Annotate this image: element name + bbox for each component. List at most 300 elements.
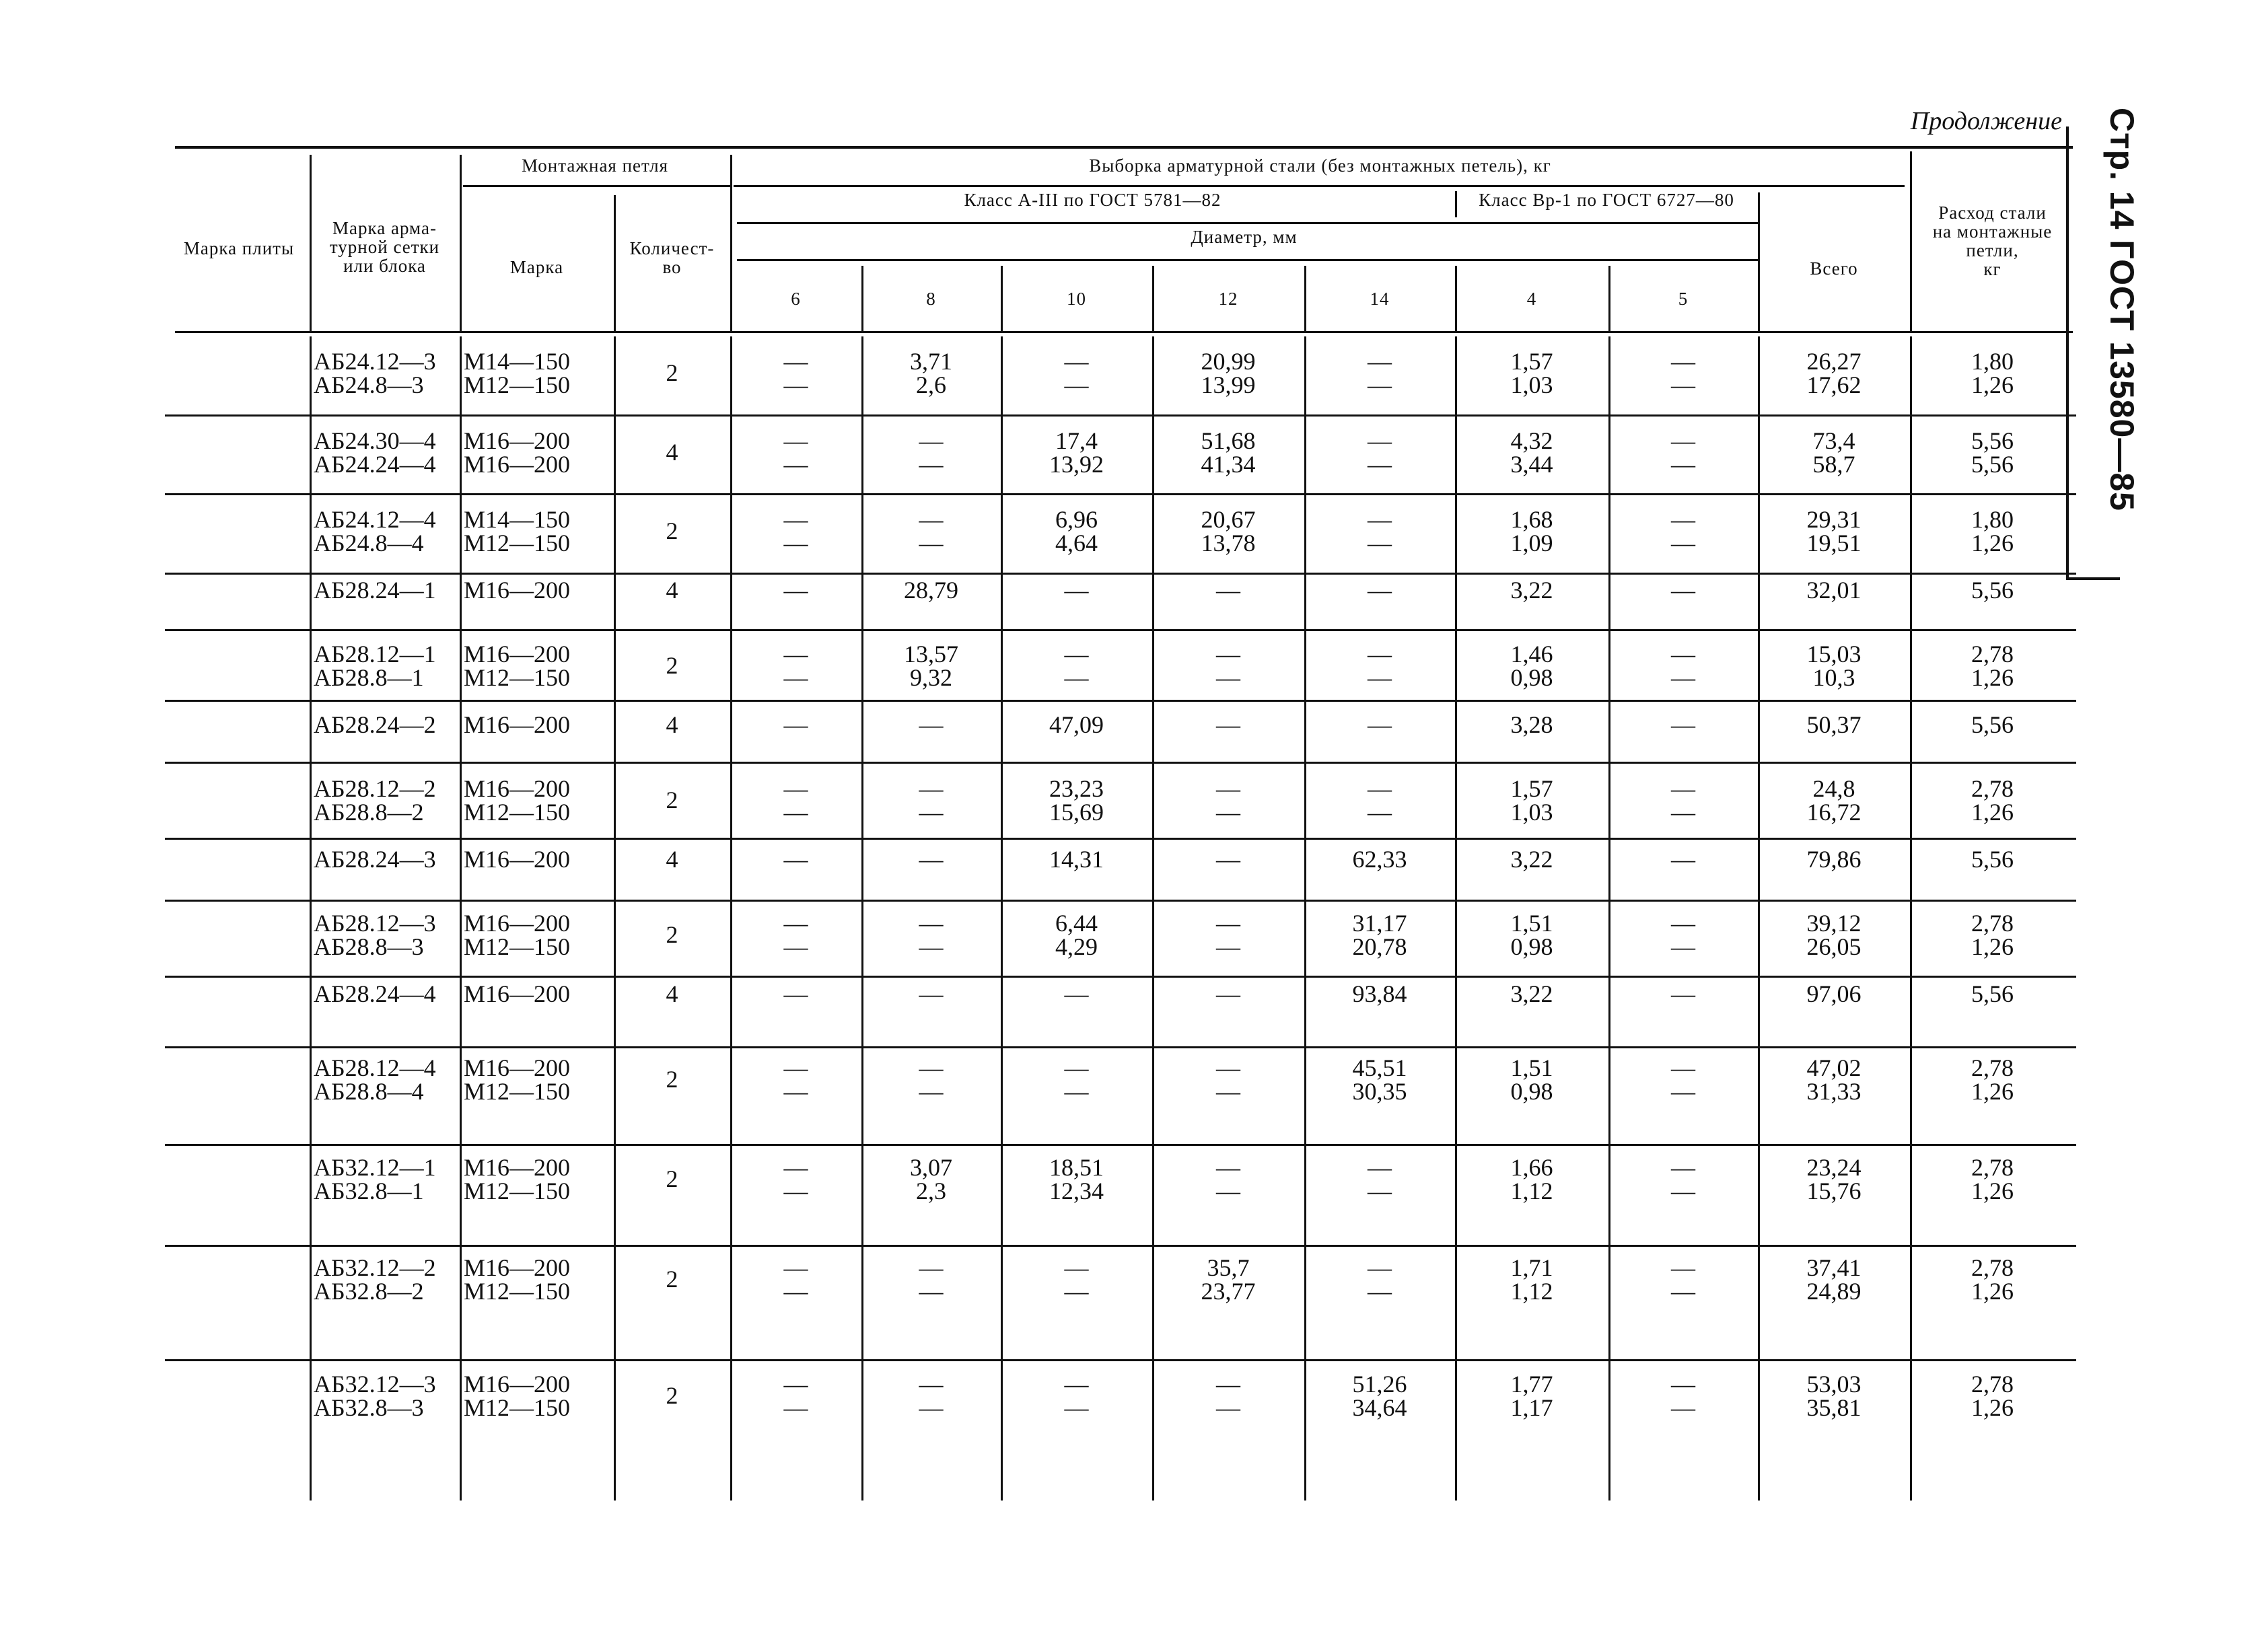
table-cell-d8: [863, 508, 999, 555]
table-value: —: [1671, 933, 1695, 960]
table-cell-d10: [1002, 982, 1151, 1006]
table-cell-d10: [1002, 1256, 1151, 1303]
table-cell-loop-qty: [615, 1068, 729, 1091]
table-cell-loop-qty: [615, 579, 729, 602]
group-separator-rule: [165, 762, 2076, 764]
table-value: —: [1671, 1278, 1695, 1305]
table-value: —: [1064, 664, 1089, 691]
table-value: —: [1216, 1394, 1240, 1421]
table-value: 39,12: [1806, 910, 1862, 937]
table-cell-d5: [1610, 429, 1757, 476]
table-value: АБ28.12—2: [314, 775, 436, 802]
table-cell-loop-qty: [615, 1167, 729, 1191]
table-value: —: [1064, 641, 1089, 667]
table-cell-d14: [1306, 1373, 1454, 1420]
table-value: 3,22: [1510, 980, 1553, 1007]
table-value: АБ32.8—2: [314, 1278, 424, 1305]
table-cell-loops-steel: [1911, 579, 2074, 602]
table-cell-d6: [732, 848, 860, 871]
table-cell-d4: [1456, 350, 1607, 397]
loops-consumption-header: Расход стали на монтажные петли, кг: [1932, 203, 2053, 279]
table-cell-total: [1759, 579, 1909, 602]
loop-qty-value: 4: [666, 846, 678, 873]
table-value: —: [1216, 775, 1240, 802]
table-value: —: [783, 641, 808, 667]
table-cell-mesh-mark: [314, 579, 436, 602]
table-value: 5,56: [1971, 451, 2014, 478]
table-value: 1,80: [1971, 506, 2014, 533]
table-value: М12—150: [464, 1078, 571, 1105]
table-value: 2,3: [916, 1178, 946, 1204]
table-cell-d10: [1002, 848, 1151, 871]
table-value: —: [1368, 348, 1392, 375]
table-cell-d5: [1610, 777, 1757, 824]
table-value: —: [919, 846, 944, 873]
table-value: —: [1671, 1178, 1695, 1204]
table-value: —: [783, 1178, 808, 1204]
table-value: 17,4: [1055, 427, 1098, 454]
table-cell-d4: [1456, 1256, 1607, 1303]
table-value: 29,31: [1806, 506, 1862, 533]
table-value: М16—200: [464, 577, 571, 604]
table-value: —: [1671, 451, 1695, 478]
table-cell-d14: [1306, 1056, 1454, 1104]
table-value: 1,66: [1510, 1154, 1553, 1181]
table-cell-loop-mark: [464, 848, 570, 871]
table-value: —: [1064, 1054, 1089, 1081]
table-cell-loop-qty: [615, 361, 729, 385]
table-value: 51,68: [1201, 427, 1256, 454]
table-cell-d12: [1154, 777, 1303, 824]
loop-group-header: Монтажная петля: [521, 155, 669, 176]
table-value: 15,03: [1806, 641, 1862, 667]
table-value: 1,26: [1971, 664, 2014, 691]
table-value: —: [919, 1278, 944, 1305]
table-value: М16—200: [464, 451, 571, 478]
table-value: —: [919, 530, 944, 556]
table-cell-loops-steel: [1911, 350, 2074, 397]
table-cell-d6: [732, 1373, 860, 1420]
table-value: 10,3: [1812, 664, 1855, 691]
table-value: АБ32.12—3: [314, 1371, 436, 1398]
table-value: —: [783, 506, 808, 533]
table-value: 51,26: [1352, 1371, 1407, 1398]
table-value: М16—200: [464, 1154, 571, 1181]
table-cell-d8: [863, 1256, 999, 1303]
table-value: —: [1671, 530, 1695, 556]
diameter-14-header: 14: [1370, 289, 1390, 309]
header-column-rule: [460, 155, 462, 331]
table-cell-d10: [1002, 713, 1151, 737]
table-cell-total: [1759, 1056, 1909, 1104]
table-value: 31,33: [1806, 1078, 1862, 1105]
table-value: —: [783, 1154, 808, 1181]
table-cell-d5: [1610, 579, 1757, 602]
table-cell-d4: [1456, 777, 1607, 824]
table-value: 2,78: [1971, 1254, 2014, 1281]
table-cell-total: [1759, 508, 1909, 555]
steel-group-header: Выборка арматурной стали (без монтажных петель), кг: [1089, 155, 1551, 176]
table-cell-loop-mark: [464, 1256, 570, 1303]
table-value: АБ32.8—3: [314, 1394, 424, 1421]
table-cell-d14: [1306, 643, 1454, 690]
table-value: 18,51: [1049, 1154, 1104, 1181]
table-value: 23,24: [1806, 1154, 1862, 1181]
table-value: —: [783, 910, 808, 937]
group-separator-rule: [165, 976, 2076, 978]
table-cell-d10: [1002, 1373, 1151, 1420]
table-value: 37,41: [1806, 1254, 1862, 1281]
table-value: 6,44: [1055, 910, 1098, 937]
table-cell-d10: [1002, 429, 1151, 476]
table-cell-loop-mark: [464, 643, 570, 690]
table-cell-d5: [1610, 912, 1757, 959]
table-value: 1,26: [1971, 1278, 2014, 1305]
table-cell-d10: [1002, 508, 1151, 555]
table-value: 62,33: [1352, 846, 1407, 873]
table-cell-d6: [732, 643, 860, 690]
table-value: 13,99: [1201, 371, 1256, 398]
table-value: 93,84: [1352, 980, 1407, 1007]
table-cell-mesh-mark: [314, 1056, 436, 1104]
table-value: 1,09: [1510, 530, 1553, 556]
table-cell-loop-mark: [464, 713, 570, 737]
table-value: —: [783, 664, 808, 691]
table-value: 4,64: [1055, 530, 1098, 556]
table-value: 2,78: [1971, 775, 2014, 802]
table-value: АБ28.8—3: [314, 933, 424, 960]
table-cell-d14: [1306, 1156, 1454, 1203]
table-value: 0,98: [1510, 1078, 1553, 1105]
table-cell-mesh-mark: [314, 1156, 436, 1203]
table-cell-d14: [1306, 982, 1454, 1006]
table-value: —: [919, 1371, 944, 1398]
table-value: —: [1671, 1394, 1695, 1421]
table-cell-d6: [732, 713, 860, 737]
table-value: 1,12: [1510, 1278, 1553, 1305]
table-cell-loops-steel: [1911, 1056, 2074, 1104]
table-cell-loops-steel: [1911, 982, 2074, 1006]
table-value: 5,56: [1971, 577, 2014, 604]
table-value: 2,78: [1971, 910, 2014, 937]
table-value: —: [919, 980, 944, 1007]
table-value: —: [783, 451, 808, 478]
table-value: 12,34: [1049, 1178, 1104, 1204]
table-cell-d10: [1002, 777, 1151, 824]
table-value: —: [783, 371, 808, 398]
table-value: —: [783, 933, 808, 960]
table-cell-d8: [863, 1373, 999, 1420]
table-cell-d8: [863, 848, 999, 871]
table-value: 9,32: [910, 664, 952, 691]
table-value: 26,27: [1806, 348, 1862, 375]
diameter-12-header: 12: [1218, 289, 1238, 309]
table-value: 1,46: [1510, 641, 1553, 667]
table-value: —: [1064, 577, 1089, 604]
table-value: 1,80: [1971, 348, 2014, 375]
table-value: —: [1671, 427, 1695, 454]
table-cell-d5: [1610, 643, 1757, 690]
table-cell-d12: [1154, 1256, 1303, 1303]
table-cell-loop-mark: [464, 1056, 570, 1104]
table-cell-loop-mark: [464, 429, 570, 476]
table-cell-d4: [1456, 982, 1607, 1006]
table-value: —: [783, 348, 808, 375]
table-cell-d12: [1154, 982, 1303, 1006]
table-cell-mesh-mark: [314, 912, 436, 959]
table-value: —: [1216, 933, 1240, 960]
table-value: АБ28.24—4: [314, 980, 436, 1007]
table-value: 1,71: [1510, 1254, 1553, 1281]
table-value: 1,51: [1510, 1054, 1553, 1081]
table-value: 23,23: [1049, 775, 1104, 802]
table-value: —: [1368, 641, 1392, 667]
table-cell-mesh-mark: [314, 643, 436, 690]
table-value: 2,78: [1971, 1371, 2014, 1398]
table-value: 79,86: [1806, 846, 1862, 873]
table-value: —: [1216, 664, 1240, 691]
page-header: [2066, 108, 2154, 511]
table-value: —: [1064, 980, 1089, 1007]
table-cell-loops-steel: [1911, 429, 2074, 476]
table-cell-mesh-mark: [314, 1373, 436, 1420]
loop-mark-header: Марка: [509, 257, 564, 277]
loop-qty-value: 4: [666, 980, 678, 1007]
table-value: М12—150: [464, 371, 571, 398]
table-value: М14—150: [464, 348, 571, 375]
table-cell-d14: [1306, 912, 1454, 959]
table-value: —: [1368, 1254, 1392, 1281]
table-value: —: [1064, 348, 1089, 375]
table-cell-total: [1759, 1156, 1909, 1203]
loop-qty-value: 2: [666, 652, 678, 679]
table-cell-d5: [1610, 508, 1757, 555]
body-column-rule: [614, 336, 616, 1501]
table-cell-d5: [1610, 1156, 1757, 1203]
table-value: —: [1216, 980, 1240, 1007]
table-value: 3,71: [910, 348, 952, 375]
diameter-10-header: 10: [1067, 289, 1086, 309]
table-cell-loop-qty: [615, 848, 729, 871]
table-value: —: [1216, 1078, 1240, 1105]
table-cell-d12: [1154, 1373, 1303, 1420]
table-value: —: [1216, 846, 1240, 873]
table-value: —: [783, 1078, 808, 1105]
table-value: 13,78: [1201, 530, 1256, 556]
table-cell-d4: [1456, 429, 1607, 476]
table-value: 4,29: [1055, 933, 1098, 960]
table-value: —: [1216, 1154, 1240, 1181]
loop-group-underline: [463, 185, 730, 187]
table-value: —: [1216, 577, 1240, 604]
table-cell-loop-qty: [615, 982, 729, 1006]
mesh-mark-header: Марка арма- турной сетки или блока: [329, 218, 440, 276]
table-value: —: [1368, 577, 1392, 604]
table-cell-mesh-mark: [314, 508, 436, 555]
group-separator-rule: [165, 838, 2076, 840]
table-value: —: [1368, 1178, 1392, 1204]
table-value: —: [1368, 506, 1392, 533]
table-cell-d12: [1154, 848, 1303, 871]
table-value: 23,77: [1201, 1278, 1256, 1305]
table-cell-d6: [732, 579, 860, 602]
table-cell-d14: [1306, 848, 1454, 871]
table-cell-d4: [1456, 713, 1607, 737]
table-value: АБ28.24—3: [314, 846, 436, 873]
table-cell-d12: [1154, 912, 1303, 959]
table-value: —: [1671, 775, 1695, 802]
table-value: —: [1368, 664, 1392, 691]
table-cell-d6: [732, 1056, 860, 1104]
table-value: АБ24.12—4: [314, 506, 436, 533]
table-cell-loop-qty: [615, 789, 729, 812]
table-cell-loop-mark: [464, 508, 570, 555]
table-cell-d4: [1456, 912, 1607, 959]
body-column-rule: [460, 336, 462, 1501]
table-value: —: [1671, 1078, 1695, 1105]
table-value: —: [1368, 775, 1392, 802]
table-cell-d5: [1610, 350, 1757, 397]
table-value: 16,72: [1806, 799, 1862, 826]
table-value: 3,07: [910, 1154, 952, 1181]
table-value: —: [1671, 348, 1695, 375]
table-value: 26,05: [1806, 933, 1862, 960]
table-value: 1,17: [1510, 1394, 1553, 1421]
page-header-rule-horizontal: [2066, 577, 2120, 580]
table-value: —: [1216, 799, 1240, 826]
table-cell-loop-qty: [615, 519, 729, 543]
table-value: 41,34: [1201, 451, 1256, 478]
table-cell-d12: [1154, 350, 1303, 397]
table-cell-loop-mark: [464, 350, 570, 397]
table-top-rule: [175, 146, 2073, 149]
diameter-4-header: 4: [1526, 289, 1537, 309]
table-cell-mesh-mark: [314, 429, 436, 476]
table-cell-d8: [863, 982, 999, 1006]
table-cell-loop-qty: [615, 923, 729, 947]
table-cell-d14: [1306, 429, 1454, 476]
table-value: —: [783, 711, 808, 738]
table-value: АБ28.12—4: [314, 1054, 436, 1081]
table-value: АБ28.8—1: [314, 664, 424, 691]
table-value: —: [783, 1278, 808, 1305]
table-value: 4,32: [1510, 427, 1553, 454]
table-value: АБ28.8—2: [314, 799, 424, 826]
table-value: 34,64: [1352, 1394, 1407, 1421]
table-value: 24,89: [1806, 1278, 1862, 1305]
table-cell-loop-qty: [615, 1384, 729, 1408]
table-cell-d4: [1456, 643, 1607, 690]
table-value: —: [1671, 846, 1695, 873]
table-value: 1,26: [1971, 1394, 2014, 1421]
table-value: 20,78: [1352, 933, 1407, 960]
table-value: 20,67: [1201, 506, 1256, 533]
diameter-header: Диаметр, мм: [1191, 227, 1298, 247]
table-value: —: [919, 799, 944, 826]
table-value: АБ28.8—4: [314, 1078, 424, 1105]
table-cell-loop-mark: [464, 1156, 570, 1203]
table-cell-d8: [863, 350, 999, 397]
table-value: —: [1671, 371, 1695, 398]
table-cell-d4: [1456, 579, 1607, 602]
table-value: —: [783, 577, 808, 604]
table-value: 0,98: [1510, 664, 1553, 691]
table-cell-d12: [1154, 508, 1303, 555]
table-cell-mesh-mark: [314, 713, 436, 737]
table-cell-loops-steel: [1911, 1156, 2074, 1203]
class-a3-header: Класс А-III по ГОСТ 5781—82: [964, 190, 1221, 210]
table-value: —: [919, 1254, 944, 1281]
loop-qty-value: 2: [666, 1165, 678, 1192]
table-cell-d8: [863, 429, 999, 476]
table-value: М16—200: [464, 1054, 571, 1081]
diameter-6-header: 6: [791, 289, 801, 309]
table-cell-total: [1759, 912, 1909, 959]
table-value: 3,22: [1510, 846, 1553, 873]
table-value: 35,7: [1207, 1254, 1250, 1281]
table-value: 5,56: [1971, 427, 2014, 454]
table-cell-mesh-mark: [314, 848, 436, 871]
table-cell-d8: [863, 579, 999, 602]
group-separator-rule: [165, 629, 2076, 631]
table-cell-loops-steel: [1911, 1256, 2074, 1303]
table-value: —: [919, 451, 944, 478]
table-value: —: [919, 910, 944, 937]
table-value: М16—200: [464, 846, 571, 873]
table-cell-loops-steel: [1911, 912, 2074, 959]
table-value: АБ24.12—3: [314, 348, 436, 375]
loop-qty-value: 2: [666, 1066, 678, 1093]
table-value: —: [1368, 427, 1392, 454]
table-cell-d5: [1610, 713, 1757, 737]
table-value: М16—200: [464, 1254, 571, 1281]
table-value: 24,8: [1812, 775, 1855, 802]
table-cell-d12: [1154, 429, 1303, 476]
group-separator-rule: [165, 900, 2076, 902]
table-value: 1,68: [1510, 506, 1553, 533]
table-cell-d14: [1306, 713, 1454, 737]
table-cell-loops-steel: [1911, 777, 2074, 824]
table-value: —: [1216, 641, 1240, 667]
table-value: 97,06: [1806, 980, 1862, 1007]
table-value: —: [919, 1394, 944, 1421]
table-value: 15,76: [1806, 1178, 1862, 1204]
table-value: —: [783, 1371, 808, 1398]
table-value: —: [1671, 980, 1695, 1007]
table-cell-loop-mark: [464, 982, 570, 1006]
table-cell-mesh-mark: [314, 350, 436, 397]
table-cell-loop-qty: [615, 654, 729, 678]
table-value: АБ24.24—4: [314, 451, 436, 478]
table-value: —: [1064, 1371, 1089, 1398]
table-cell-d5: [1610, 1373, 1757, 1420]
group-separator-rule: [165, 1359, 2076, 1361]
group-separator-rule: [165, 493, 2076, 495]
table-cell-loops-steel: [1911, 1373, 2074, 1420]
loop-qty-value: 4: [666, 577, 678, 604]
table-value: —: [1064, 1078, 1089, 1105]
table-cell-d14: [1306, 777, 1454, 824]
table-value: 1,03: [1510, 371, 1553, 398]
table-cell-d14: [1306, 350, 1454, 397]
loop-qty-value: 2: [666, 359, 678, 386]
table-value: —: [1368, 799, 1392, 826]
diameter-underline: [737, 259, 1758, 261]
table-value: —: [1064, 371, 1089, 398]
table-cell-total: [1759, 713, 1909, 737]
table-value: 15,69: [1049, 799, 1104, 826]
table-value: М12—150: [464, 664, 571, 691]
